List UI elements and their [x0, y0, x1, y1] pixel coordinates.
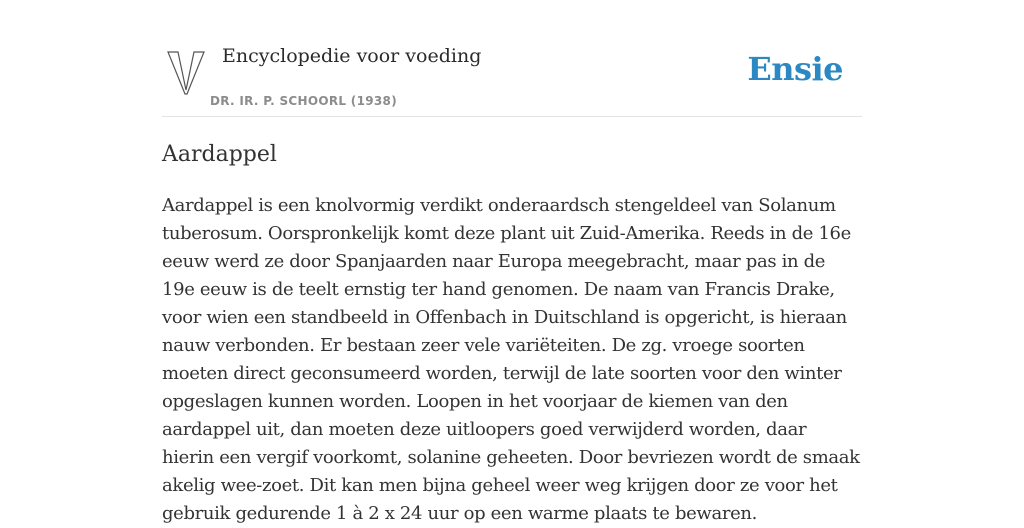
header — [162, 0, 862, 117]
brand-logo[interactable]: Ensie — [747, 50, 843, 88]
entry-body: Aardappel is een knolvormig verdikt onderaardsch stengeldeel van Solanum tuberosum. Oorspronkelijk komt deze plant uit Zuid-Amerika. Reeds in de 16e eeuw werd ze door Spanjaarden naar Europa meegebracht, maar pas in de 19e eeuw is de teelt ernstig ter hand genomen. De naam van Francis Drake, voor wien een standbeeld in Offenbach in Duitschland is opgericht, is hieraan nauw verbonden. Er bestaan zeer vele variëteiten. De zg. vroege soorten moeten direct geconsumeerd worden, terwijl de late soorten voor den winter opgeslagen kunnen worden. Loopen in het voorjaar de kiemen van den aardappel uit, dan moeten deze uitloopers goed verwijderd worden, daar hierin een vergif voorkomt, solanine geheeten. Door bevriezen wordt de smaak akelig wee-zoet. Dit kan men bijna geheel weer weg krijgen door ze voor het gebruik gedurende 1 à 2 x 24 uur op een warme plaats te bewaren. — [162, 195, 860, 524]
book-author: DR. IR. P. SCHOORL (1938) — [210, 94, 397, 108]
page — [162, 0, 862, 524]
v-logo-icon[interactable] — [166, 50, 206, 96]
book-title[interactable]: Encyclopedie voor voeding — [222, 45, 482, 67]
entry-title: Aardappel — [162, 142, 277, 167]
